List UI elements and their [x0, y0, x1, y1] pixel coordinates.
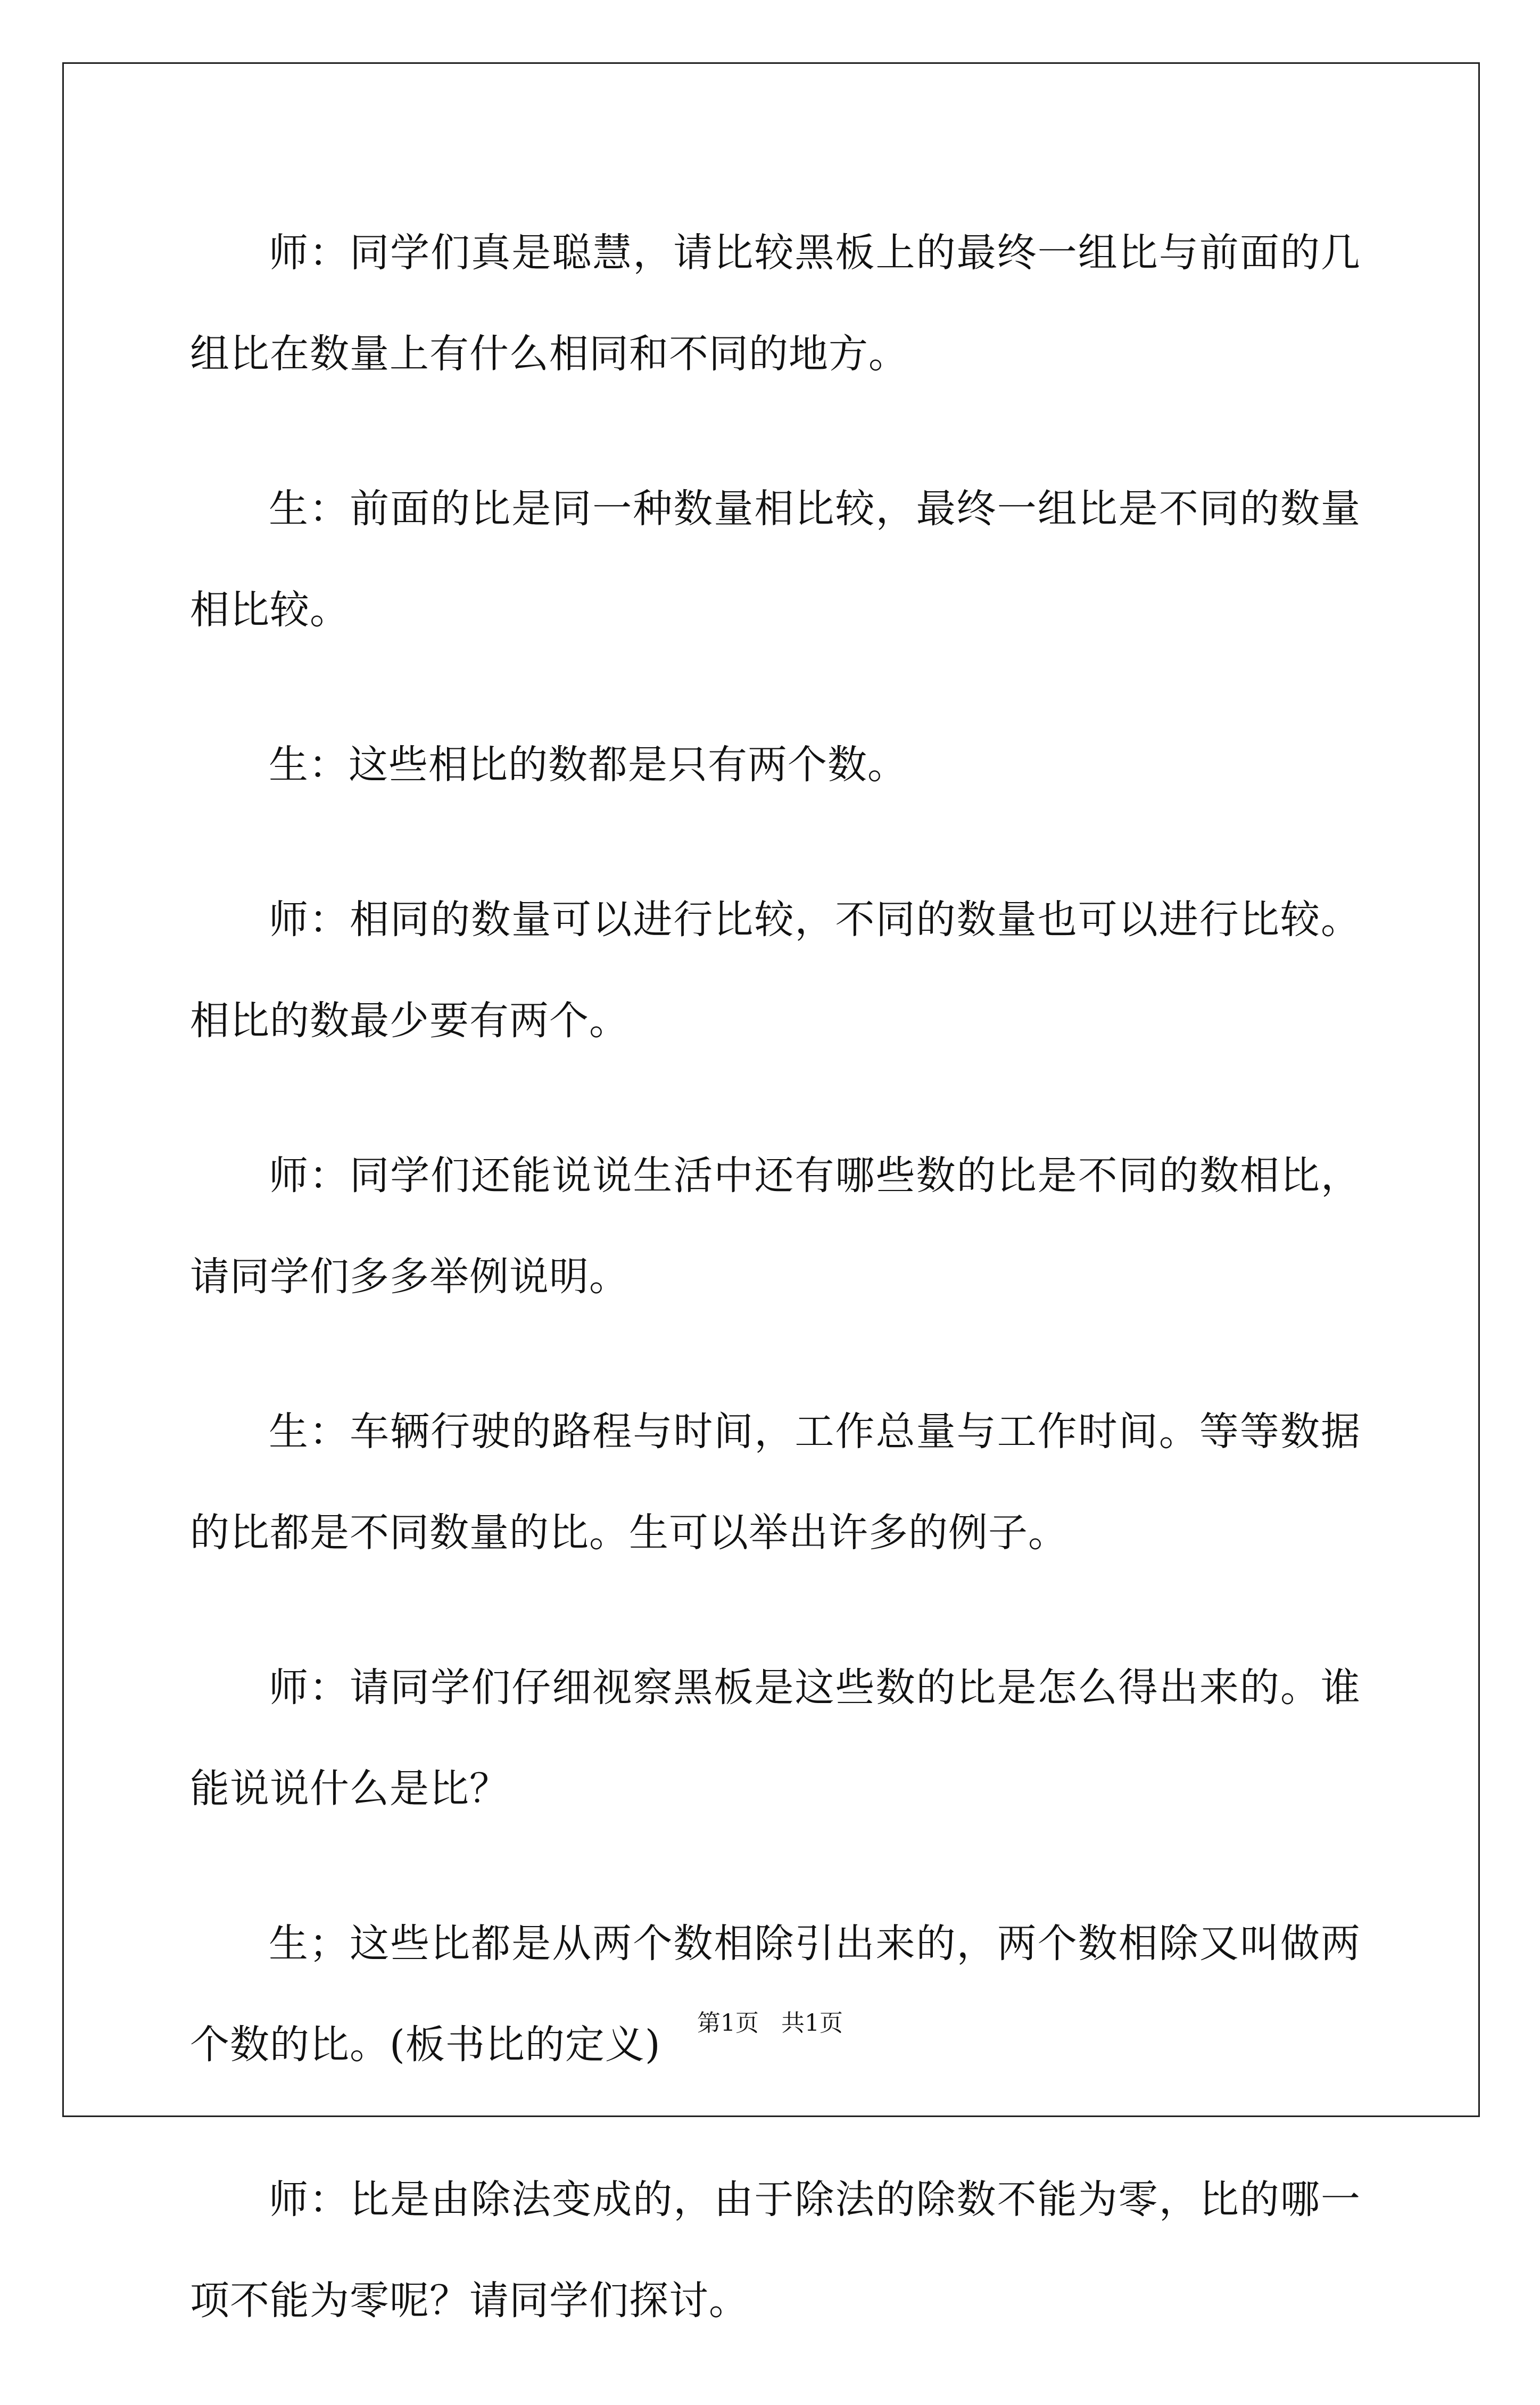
paragraph: 师：同学们真是聪慧，请比较黑板上的最终一组比与前面的几组比在数量上有什么相同和不同的地方。 — [190, 230, 1361, 377]
paragraph: 师：比是由除法变成的，由于除法的除数不能为零，比的哪一项不能为零呢？请同学们探讨。 — [190, 2177, 1361, 2324]
page-number: 第1页 — [697, 2010, 759, 2037]
paragraph: 生；这些比都是从两个数相除引出来的，两个数相除又叫做两个数的比。(板书比的定义) — [190, 1921, 1361, 2068]
paragraph: 师：同学们还能说说生活中还有哪些数的比是不同的数相比，请同学们多多举例说明。 — [190, 1153, 1361, 1300]
paragraph: 师：请同学们仔细视察黑板是这些数的比是怎么得出来的。谁能说说什么是比？ — [190, 1665, 1361, 1812]
page-footer — [0, 2004, 1540, 2038]
paragraph: 生：前面的比是同一种数量相比较，最终一组比是不同的数量相比较。 — [190, 486, 1361, 633]
paragraph: 生：这些相比的数都是只有两个数。 — [269, 742, 907, 788]
page-total: 共1页 — [781, 2010, 843, 2037]
paragraph: 生：车辆行驶的路程与时间，工作总量与工作时间。等等数据的比都是不同数量的比。生可以举出许多的例子。 — [190, 1409, 1361, 1556]
paragraph: 师：相同的数量可以进行比较，不同的数量也可以进行比较。相比的数最少要有两个。 — [190, 897, 1361, 1044]
document-body — [190, 202, 1361, 2405]
